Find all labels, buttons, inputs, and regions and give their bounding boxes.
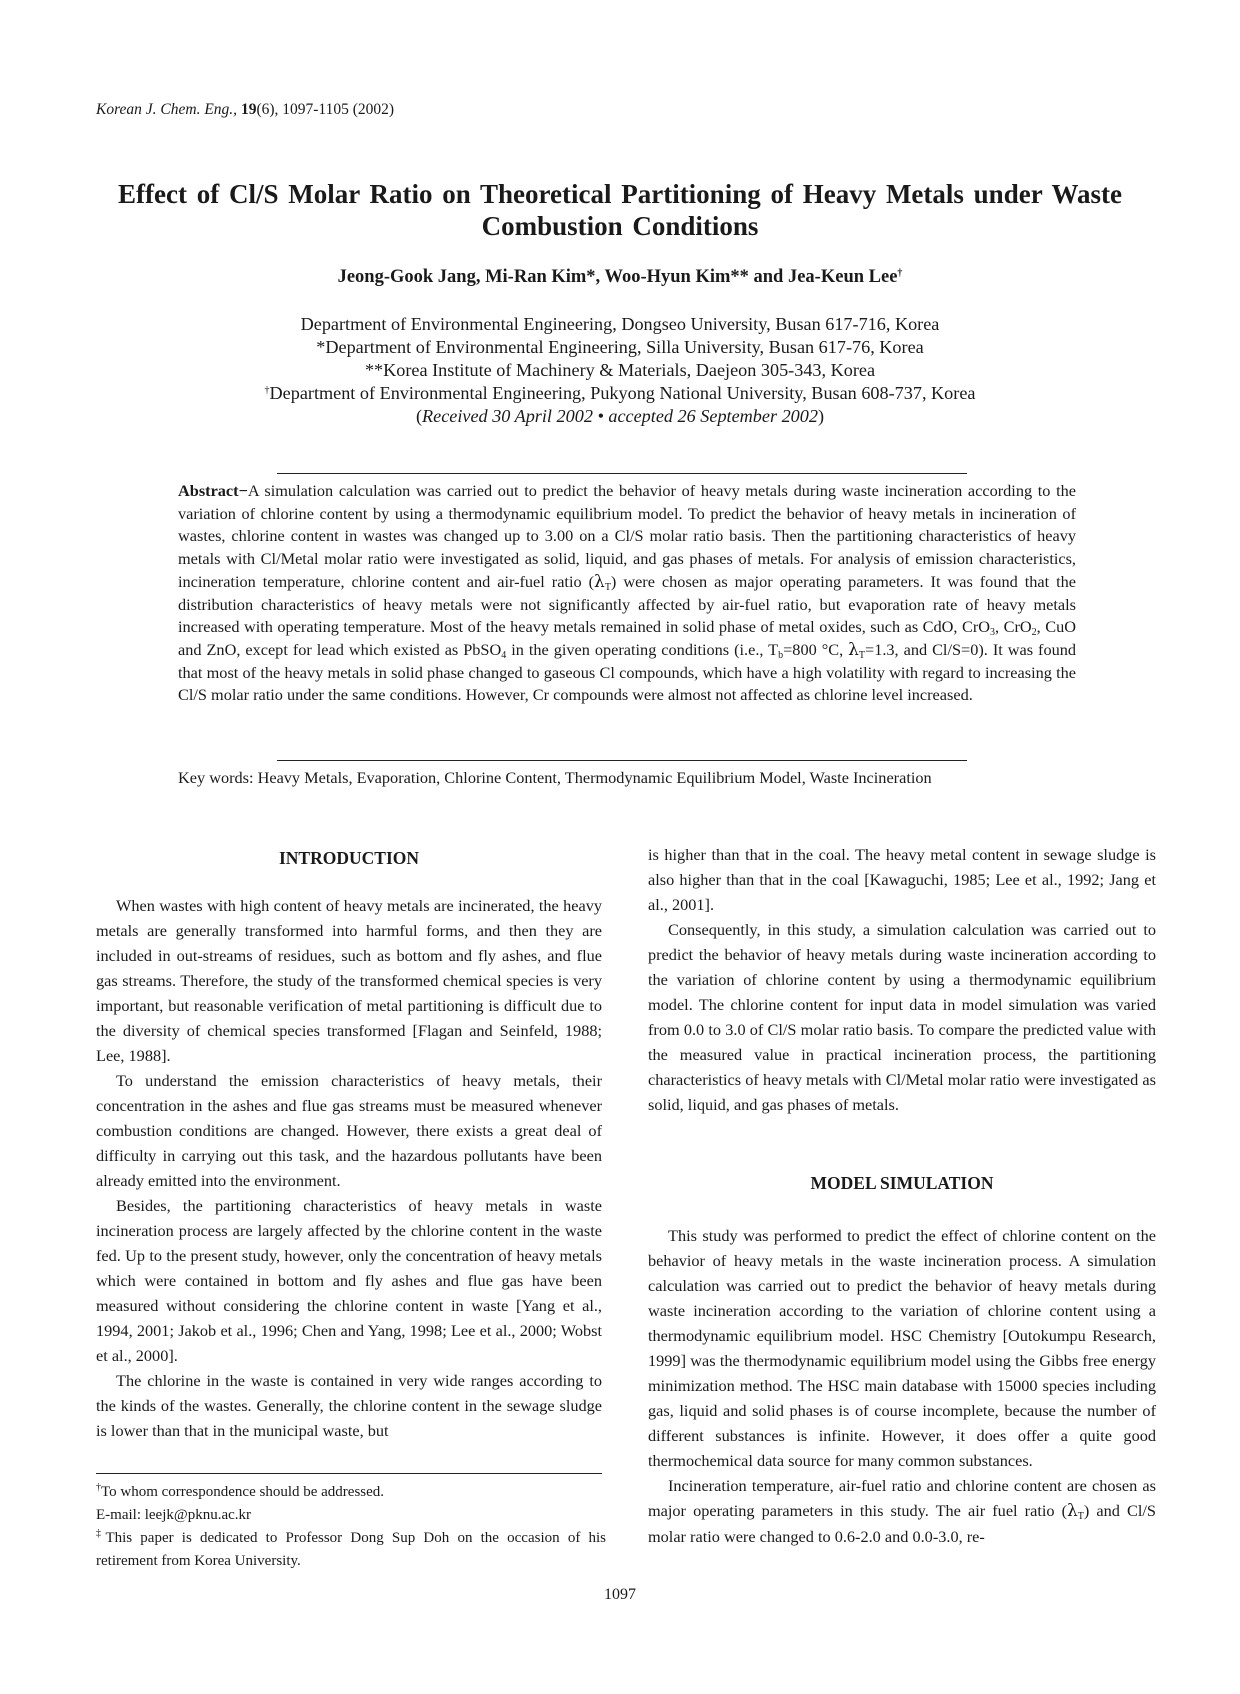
paragraph: Besides, the partitioning characteristics of heavy metals in waste incineration process are largely affected by the chlorine content in the waste fed. Up to the present study, however, only the concentration of heavy metals which were contained in bottom and fly ashes and flue gas have been measured without considering the chlorine content in waste [Yang et al., 1994, 2001; Jakob et al., 1996; Chen and Yang, 1998; Lee et al., 2000; Wobst et al., 2000]. [96,1196,602,1365]
footnote-dedication: ‡This paper is dedicated to Professor Dong Sup Doh on the occasion of his retirement from Korea University. [96,1528,607,1569]
journal-volume: 19 [240,101,257,118]
journal-citation [96,101,394,119]
footnotes [96,1481,606,1573]
affiliation-1: Department of Environmental Engineering, Dongseo University, Busan 617-716, Korea [300,314,940,334]
received-dates: (Received 30 April 2002 • accepted 26 September 2002) [415,406,825,426]
paragraph: Consequently, in this study, a simulation calculation was carried out to predict the behavior of heavy metals during waste incineration according to the variation of chlorine content by using a thermodynamic equilibrium model. The chlorine content for input data in model simulation was varied from 0.0 to 3.0 of Cl/S molar ratio basis. To compare the predicted value with the measured value in practical incineration process, the partitioning characteristics of heavy metals with Cl/Metal molar ratio were investigated as solid, liquid, and gas phases of metals. [648,920,1156,1114]
received-text: Received 30 April 2002 • accepted 26 September 2002 [422,406,818,426]
abstract-dash: − [238,481,248,500]
paragraph: To understand the emission characteristics of heavy metals, their concentration in the ashes and flue gas streams must be measured whenever combustion conditions are changed. However, there exists a great deal of difficulty in carrying out this task, and the hazardous pollutants have been already emitted into the environment. [96,1071,602,1190]
lambda-symbol: λ [594,571,605,592]
abstract: Abstract−A simulation calculation was carried out to predict the behavior of heavy metals during waste incineration according to the variation of chlorine content by using a thermodynamic equilibrium model. To predict the behavior of heavy metals in incineration of wastes, chlorine content in wastes was changed up to 3.00 on a Cl/S molar ratio basis. Then the partitioning characteristics of heavy metals with Cl/Metal molar ratio were investigated as solid, liquid, and gas phases of metals. For analysis of emission characteristics, incineration temperature, chlorine content and air-fuel ratio $(\lambda_T)$ were chosen as major operating parameters. It was found that the distribution characteristics of heavy metals were not significantly affected by air-fuel ratio, but evaporation rate of heavy metals increased with operating temperature. Most of the heavy metals remained in solid phase of metal oxides, such as CdO, CrO$_3$, CrO$_2$, CuO and ZnO, except for lead which existed as PbSO$_4$ in the given operating conditions (i.e., $T_b=800$ °C, $\lambda_T=1.3$, and Cl/S=0). It was found that most of the heavy metals in solid phase changed to gaseous Cl compounds, which have a high volatility with regard to increasing the Cl/S molar ratio under the same conditions. However, Cr compounds were almost not affected as chlorine level increased. [178,481,1077,705]
lambda-symbol: λ [848,639,859,660]
footnote-email: E-mail: leejk@pknu.ac.kr [96,1507,252,1523]
affiliations [90,313,1150,428]
introduction-body [96,893,602,1443]
paragraph: The chlorine in the waste is contained in very wide ranges according to the kinds of the wastes. Generally, the chlorine content in the sewage sludge is lower than that in the municipal waste, but [96,1371,602,1440]
abstract-top-rule [277,473,967,474]
abstract-label: Abstract [178,481,239,500]
model-simulation-body [648,1223,1156,1549]
authors-text: Jeong-Gook Jang, Mi-Ran Kim*, Woo-Hyun Kim** and Jea-Keun Lee [337,267,898,287]
paper-title: Effect of Cl/S Molar Ratio on Theoretical Partitioning of Heavy Metals under Waste Combustion Conditions [118,179,1122,241]
affiliation-2: *Department of Environmental Engineering, Silla University, Busan 617-76, Korea [316,337,924,357]
paragraph: This study was performed to predict the effect of chlorine content on the behavior of heavy metals in the waste incineration process. A simulation calculation was carried out to predict the behavior of heavy metals during waste incineration according to the variation of chlorine content using a thermodynamic equilibrium model. HSC Chemistry [Outokumpu Research, 1999] was the thermodynamic equilibrium model using the Gibbs free energy minimization method. The HSC main database with 15000 species including gas, liquid and solid phases is of course incomplete, because the number of different substances is infinite. However, it does offer a quite good thermochemical data source for many common substances. [648,1226,1156,1470]
page-number: 1097 [604,1586,636,1603]
introduction-continued [648,842,1156,1117]
author-list [90,267,1150,288]
affiliation-4: †Department of Environmental Engineering, Pukyong National University, Busan 608-737, Korea [264,383,976,403]
paragraph: When wastes with high content of heavy metals are incinerated, the heavy metals are generally transformed into harmful forms, and then they are included in out-streams of residues, such as bottom and fly ashes, and flue gas streams. Therefore, the study of the transformed chemical species is very important, but reasonable verification of metal partitioning is difficult due to the diversity of chemical species transformed [Flagan and Seinfeld, 1988; Lee, 1988]. [96,896,602,1065]
affiliation-3: **Korea Institute of Machinery & Materials, Daejeon 305-343, Korea [364,360,876,380]
lambda-symbol: λ [1067,1501,1078,1521]
keywords: Key words: Heavy Metals, Evaporation, Chlorine Content, Thermodynamic Equilibrium Model, Waste Incineration [178,768,932,787]
paragraph: is higher than that in the coal. The heavy metal content in sewage sludge is also higher than that in the coal [Kawaguchi, 1985; Lee et al., 1992; Jang et al., 2001]. [648,845,1156,914]
paragraph: Incineration temperature, air-fuel ratio and chlorine content are chosen as major operating parameters in this study. The air fuel ratio $(\lambda_T)$ and Cl/S molar ratio were changed to 0.6-2.0 and 0.0-3.0, re- [648,1476,1156,1546]
affiliation-dagger: † [264,385,270,396]
section-heading-model-simulation: MODEL SIMULATION [810,1173,994,1193]
journal-issue-pages: (6), 1097-1105 (2002) [256,101,395,118]
journal-name: Korean J. Chem. Eng., [96,101,238,118]
section-heading-introduction: INTRODUCTION [278,848,420,868]
footnote-correspondence: †To whom correspondence should be addressed. [96,1482,385,1500]
abstract-bottom-rule [277,760,967,761]
authors-dagger: † [897,268,903,279]
footnote-rule [96,1473,602,1474]
